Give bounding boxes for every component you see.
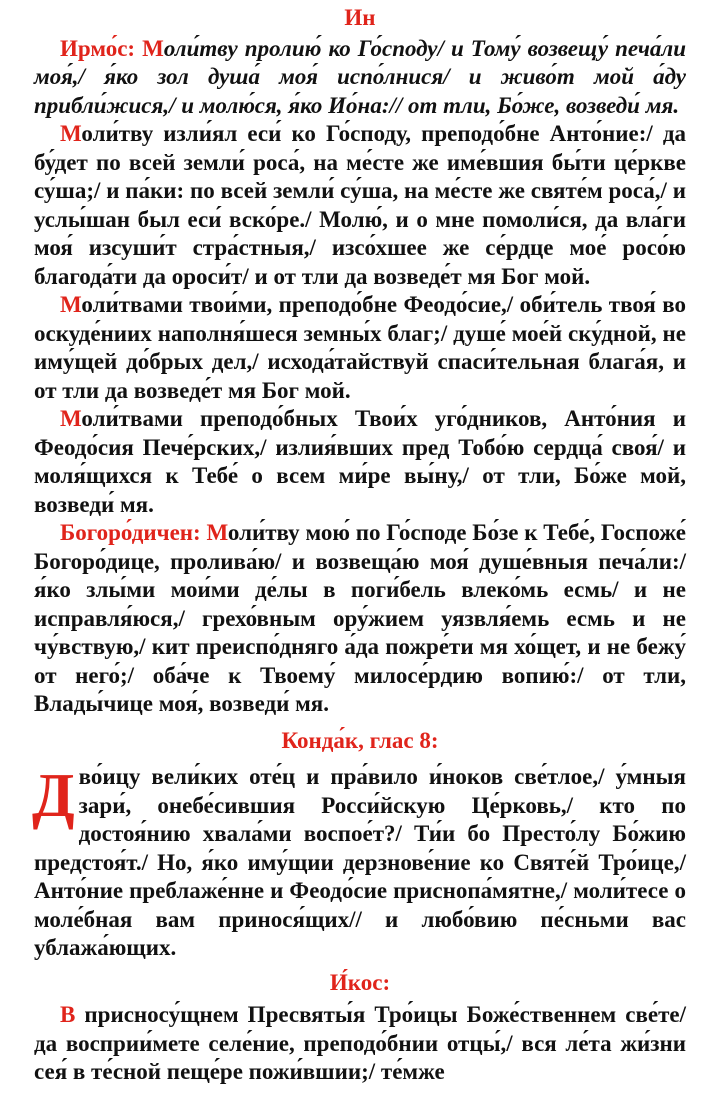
troparion-2-initial: М [60, 292, 82, 317]
theotokion-initial: М [206, 520, 228, 545]
theotokion-label: Богоро́дичен: [60, 520, 207, 545]
irmos-initial: М [142, 35, 164, 61]
ikos-initial: В [60, 1002, 76, 1027]
troparion-3-initial: М [60, 406, 82, 431]
irmos-paragraph [34, 35, 686, 121]
kondak-heading: Конда́к, глас 8: [281, 727, 439, 753]
section-heading-in: Ин [344, 5, 376, 30]
kondak-dropcap: Д [32, 762, 75, 830]
ikos-heading: И́кос: [329, 969, 391, 995]
kondak-text: во́ицу вели́ких оте́ц и пра́вило и́ноков све́тлое,/ у́мныя зари́, онебе́сившия Росси́йскую Це́рковь,/ кто по достоя́нию хвала́ми воспое́т?/ Ти́и бо Престо́лу Бо́жию предстоя́т./ Но, я́ко иму́щии дерзнове́ние ко Святе́й Тро́ице,/ Анто́ние преблаже́нне и Феодо́сие приснопа́мятне,/ моли́тесе о моле́бная вам принося́щих// и любо́вию пе́сньми вас ублажа́ющих. [34, 764, 686, 960]
ikos-text: присносу́щнем Пресвяты́я Тро́ицы Боже́ственнем све́те/ да восприи́мете селе́ние, преподо́бнии отцы́,/ вся ле́та жи́зни сея́ в те́сной пеще́ре пожи́вшии;/ те́мже [34, 1002, 686, 1084]
troparion-1-initial: М [60, 121, 82, 146]
kondak-paragraph [34, 763, 686, 963]
troparion-2 [34, 291, 686, 405]
ikos-paragraph [34, 1001, 686, 1087]
irmos-label: Ирмо́с: [60, 35, 143, 61]
troparion-1-text: оли́тву изли́ял еси́ ко Го́споду, преподо́бне Анто́ние:/ да бу́дет по всей земли́ роса́, на ме́сте же име́вшия бы́ти це́ркве су́ша;/ и па́ки: по всей земли́ су́ша, на ме́сте же святе́м роса́,/ и услы́шан был еси́ вско́ре./ Молю́, и о мне помоли́ся, да вла́ги моя́ изсуши́т стра́стныя,/ изсо́хшее же се́рдце мое́ росо́ю благода́ти да ороси́т/ и от тли да возведе́т мя Бог мой. [34, 121, 686, 289]
troparion-1 [34, 120, 686, 291]
theotokion-text: оли́тву мою́ по Го́споде Бо́зе к Тебе́, Госпоже́ Богоро́дице, пролива́ю/ и возвеща́ю моя́ душе́вныя печа́ли:/ я́ко злы́ми мои́ми де́лы в поги́бель влеко́мь есмь/ и не исправля́юся,/ грехо́вным ору́жием уязвля́емь есмь и не чу́вствую,/ кит преиспо́дняго а́да пожре́ти мя хо́щет, и не бежу́ от него́;/ оба́че к Твоему́ милосе́рдию вопию́:/ от тли, Влады́чице моя́, возведи́ мя. [34, 520, 686, 716]
irmos-text: оли́тву пролию́ ко Го́споду/ и Тому́ возвещу́ печа́ли моя́,/ я́ко зол душа́ моя́ испо́лнися/ и живо́т мой а́ду прибли́жися,/ и молю́ся, я́ко Ио́на:// от тли, Бо́же, возведи́ мя. [34, 35, 686, 118]
troparion-2-text: оли́твами твои́ми, преподо́бне Феодо́сие,/ оби́тель твоя́ во оскуде́ниих наполня́шеся земны́х благ;/ душе́ мое́й ску́дной, не иму́щей до́брых дел,/ исхода́тайствуй спаси́тельная блага́я, и от тли да возведе́т мя Бог мой. [34, 292, 686, 403]
troparion-3-text: оли́твами преподо́бных Твои́х уго́дников, Анто́ния и Феодо́сия Пече́рских,/ излия́вших пред Тобо́ю сердца́ своя́/ и моля́щихся к Тебе́ о всем ми́ре вы́ну,/ от тли, Бо́же мой, возведи́ мя. [34, 406, 686, 517]
troparion-3 [34, 405, 686, 519]
theotokion-paragraph [34, 519, 686, 719]
